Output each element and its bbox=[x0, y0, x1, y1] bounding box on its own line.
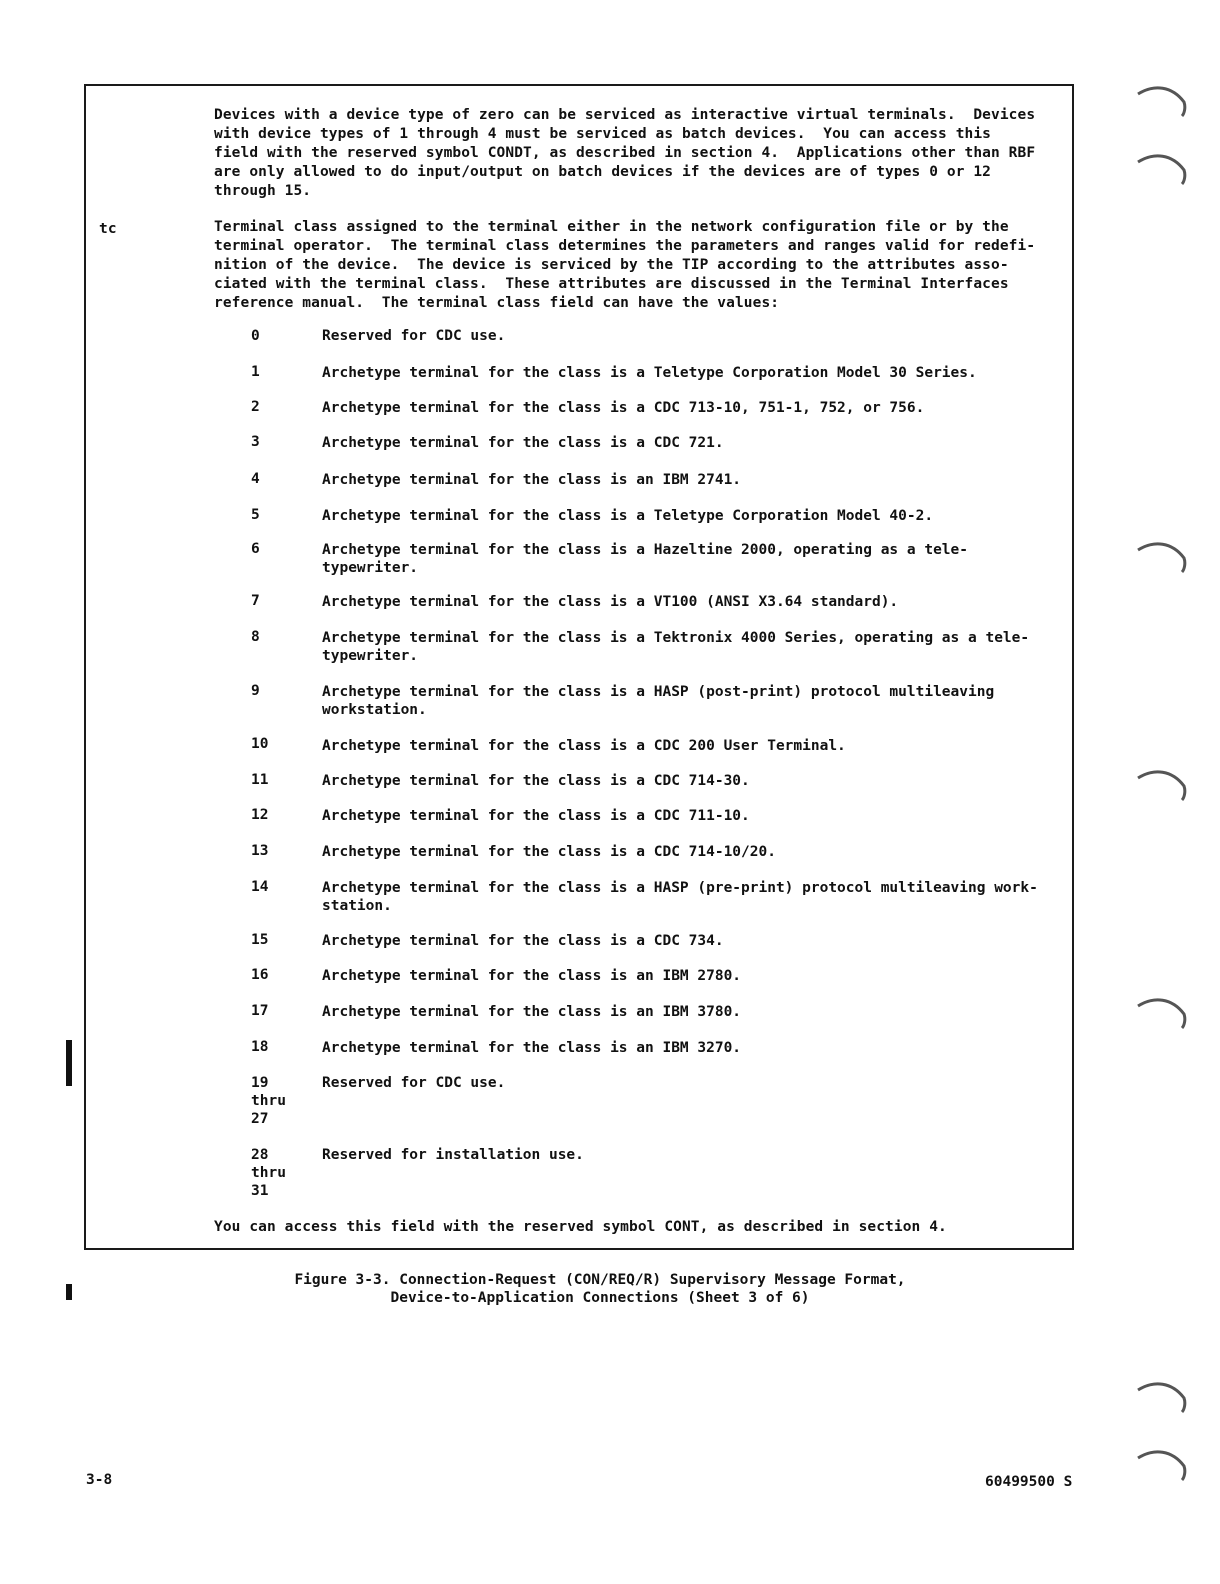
value-description: Archetype terminal for the class is a CDC 734. bbox=[322, 933, 724, 949]
value-description: Archetype terminal for the class is an IBM 2741. bbox=[322, 472, 742, 488]
punch-hole-mark bbox=[1134, 1376, 1190, 1424]
value-number: 11 bbox=[251, 772, 269, 788]
value-description: Archetype terminal for the class is a HASP (pre-print) protocol multileaving work- station. bbox=[322, 880, 1038, 914]
value-description: Reserved for installation use. bbox=[322, 1147, 584, 1163]
value-number: 18 bbox=[251, 1039, 269, 1055]
value-description: Archetype terminal for the class is a CDC 713-10, 751-1, 752, or 756. bbox=[322, 400, 925, 416]
value-number: 5 bbox=[251, 507, 260, 523]
field-term-tc: tc bbox=[99, 221, 117, 237]
punch-hole-mark bbox=[1134, 764, 1190, 812]
value-number: 14 bbox=[251, 879, 269, 895]
punch-hole-mark bbox=[1134, 536, 1190, 584]
figure-caption bbox=[200, 1271, 1000, 1307]
intro-paragraph: Devices with a device type of zero can be serviced as interactive virtual terminals. Devices with device types of 1 through 4 must be serviced as batch devices. You can access this field with the reserved symbol CONDT, as described in section 4. Applications other than RBF are only allowed to do input/output on batch devices if the devices are of types 0 or 12 through 15. bbox=[214, 107, 1036, 199]
value-number: 10 bbox=[251, 736, 269, 752]
page-number: 3-8 bbox=[86, 1472, 113, 1488]
value-number: 2 bbox=[251, 399, 260, 415]
value-description: Archetype terminal for the class is a Teletype Corporation Model 40-2. bbox=[322, 508, 934, 524]
value-number: 17 bbox=[251, 1003, 269, 1019]
value-description: Reserved for CDC use. bbox=[322, 328, 506, 344]
caption-line-2: Device-to-Application Connections (Sheet 3 of 6) bbox=[390, 1290, 810, 1306]
field-description: Terminal class assigned to the terminal either in the network configuration file or by the terminal operator. The terminal class determines the parameters and ranges valid for redefi- nition of the device. The device is serviced by the TIP according to the attributes asso- ciated with the terminal class. These attributes are discussed in the Terminal Interfaces reference manual. The terminal class field can have the values: bbox=[214, 219, 1036, 311]
value-number: 13 bbox=[251, 843, 269, 859]
value-description: Archetype terminal for the class is a CDC 200 User Terminal. bbox=[322, 738, 846, 754]
value-description: Archetype terminal for the class is an IBM 2780. bbox=[322, 968, 742, 984]
value-description: Archetype terminal for the class is a CDC 714-10/20. bbox=[322, 844, 776, 860]
value-description: Archetype terminal for the class is a CDC 711-10. bbox=[322, 808, 750, 824]
value-number: 28 thru 31 bbox=[251, 1147, 286, 1199]
value-description: Archetype terminal for the class is a Hazeltine 2000, operating as a tele- typewriter. bbox=[322, 542, 969, 576]
punch-hole-mark bbox=[1134, 1444, 1190, 1492]
value-number: 6 bbox=[251, 541, 260, 557]
value-description: Archetype terminal for the class is a HASP (post-print) protocol multileaving workstation. bbox=[322, 684, 995, 718]
value-number: 3 bbox=[251, 434, 260, 450]
value-description: Archetype terminal for the class is a CDC 714-30. bbox=[322, 773, 750, 789]
punch-hole-mark bbox=[1134, 80, 1190, 128]
document-number: 60499500 S bbox=[985, 1474, 1073, 1490]
punch-hole-mark bbox=[1134, 148, 1190, 196]
value-description: Archetype terminal for the class is a Tektronix 4000 Series, operating as a tele- typewriter. bbox=[322, 630, 1030, 664]
closing-paragraph: You can access this field with the reserved symbol CONT, as described in section 4. bbox=[214, 1219, 947, 1235]
value-number: 8 bbox=[251, 629, 260, 645]
value-description: Archetype terminal for the class is a Teletype Corporation Model 30 Series. bbox=[322, 365, 977, 381]
change-bar bbox=[66, 1040, 72, 1086]
value-number: 0 bbox=[251, 328, 260, 344]
punch-hole-mark bbox=[1134, 992, 1190, 1040]
value-number: 12 bbox=[251, 807, 269, 823]
caption-line-1: Figure 3-3. Connection-Request (CON/REQ/R) Supervisory Message Format, bbox=[294, 1272, 906, 1288]
value-description: Reserved for CDC use. bbox=[322, 1075, 506, 1091]
value-number: 16 bbox=[251, 967, 269, 983]
value-number: 19 thru 27 bbox=[251, 1075, 286, 1127]
value-description: Archetype terminal for the class is an IBM 3270. bbox=[322, 1040, 742, 1056]
value-number: 4 bbox=[251, 471, 260, 487]
value-number: 15 bbox=[251, 932, 269, 948]
value-description: Archetype terminal for the class is an IBM 3780. bbox=[322, 1004, 742, 1020]
value-number: 7 bbox=[251, 593, 260, 609]
value-description: Archetype terminal for the class is a CDC 721. bbox=[322, 435, 724, 451]
value-number: 1 bbox=[251, 364, 260, 380]
value-number: 9 bbox=[251, 683, 260, 699]
value-description: Archetype terminal for the class is a VT100 (ANSI X3.64 standard). bbox=[322, 594, 899, 610]
change-bar bbox=[66, 1284, 72, 1300]
